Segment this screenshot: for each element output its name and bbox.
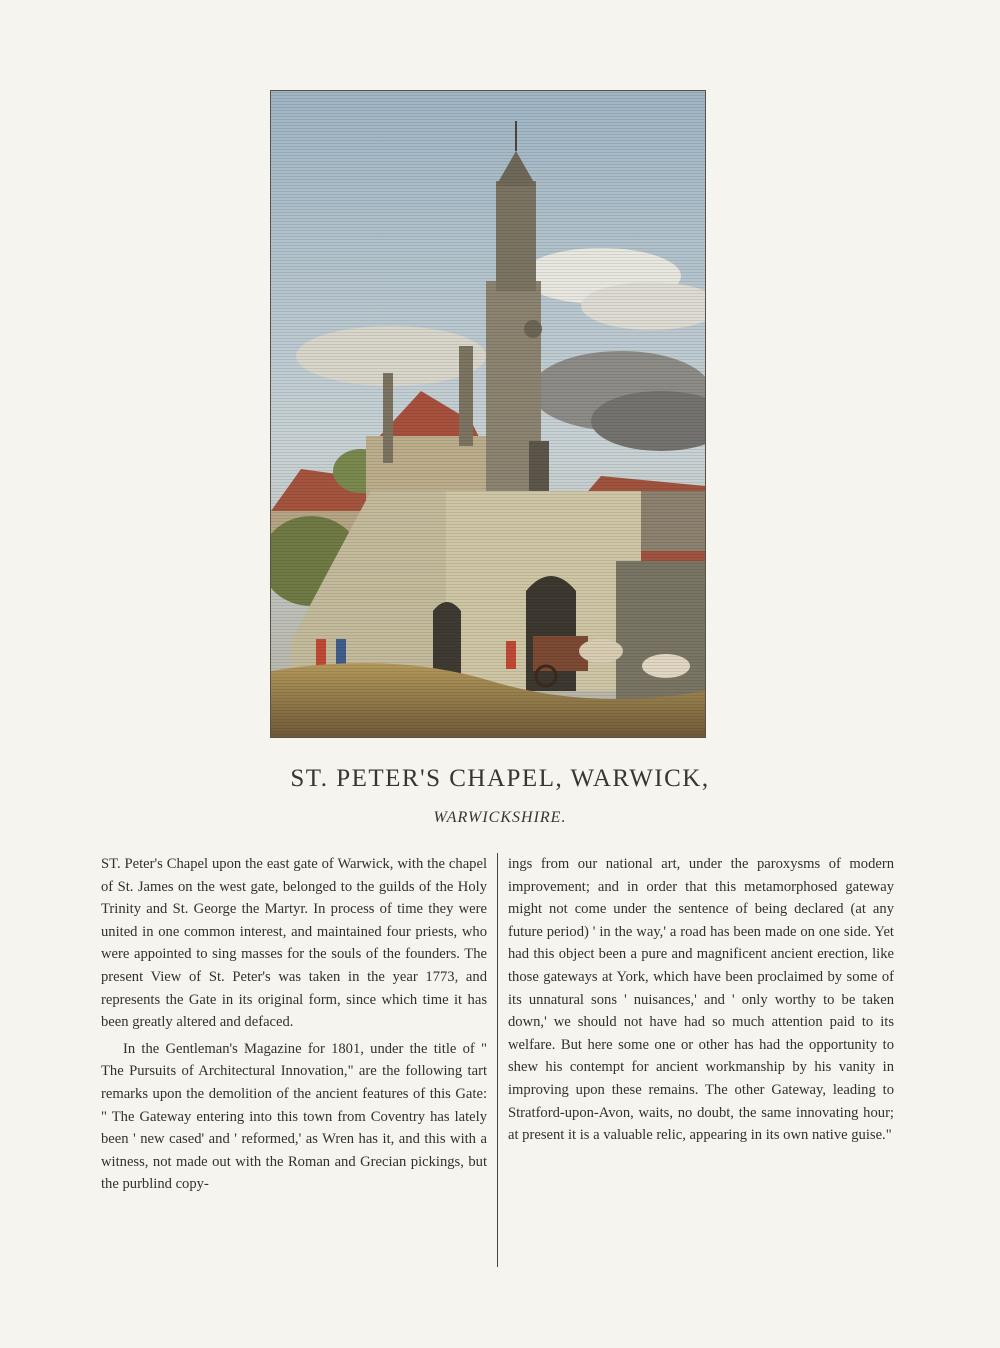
plate-county: WARWICKSHIRE.	[433, 809, 567, 826]
engraving-illustration	[270, 90, 706, 738]
text-column-left	[101, 853, 487, 1196]
paragraph: ings from our national art, under the paroxysms of modern improvement; and in order that this metamorphosed gateway might not come under the sentence of being declared (at any future period) ' in the way,' a road has been made on one side. Yet had this object been a pure and magnificent ancient erection, like those gateways at York, which have been proclaimed by some of its unnatural sons ' nuisances,' and ' only worthy to be taken down,' we should not have had so much attention paid to its welfare. But here some one or other has had the opportunity to shew his contempt for ancient workmanship by his vanity in improving upon these remains. The other Gateway, leading to Stratford-upon-Avon, waits, no doubt, the same innovating hour; at present it is a valuable relic, appearing in its own native guise."	[508, 856, 894, 1144]
chapel-gate-picture	[271, 91, 705, 737]
paragraph: ST. Peter's Chapel upon the east gate of Warwick, with the chapel of St. James on the west gate, belonged to the guilds of the Holy Trinity and St. George the Martyr. In process of time they were united in one common interest, and maintained four priests, who were appointed to sing masses for the souls of the founders. The present View of St. Peter's was taken in the year 1773, and represents the Gate in its original form, since which time it has been greatly altered and defaced.	[101, 856, 487, 1031]
paragraph: In the Gentleman's Magazine for 1801, under the title of " The Pursuits of Architectural Innovation," are the following tart remarks upon the demolition of the ancient features of this Gate: " The Gateway entering into this town from Coventry has lately been ' new cased' and ' reformed,' as Wren has it, and this with a witness, not made out with the Roman and Grecian pickings, but the purblind copy-	[101, 1040, 487, 1193]
column-divider	[497, 853, 498, 1267]
text-column-right	[508, 853, 894, 1147]
plate-title: ST. PETER'S CHAPEL, WARWICK,	[290, 765, 710, 792]
